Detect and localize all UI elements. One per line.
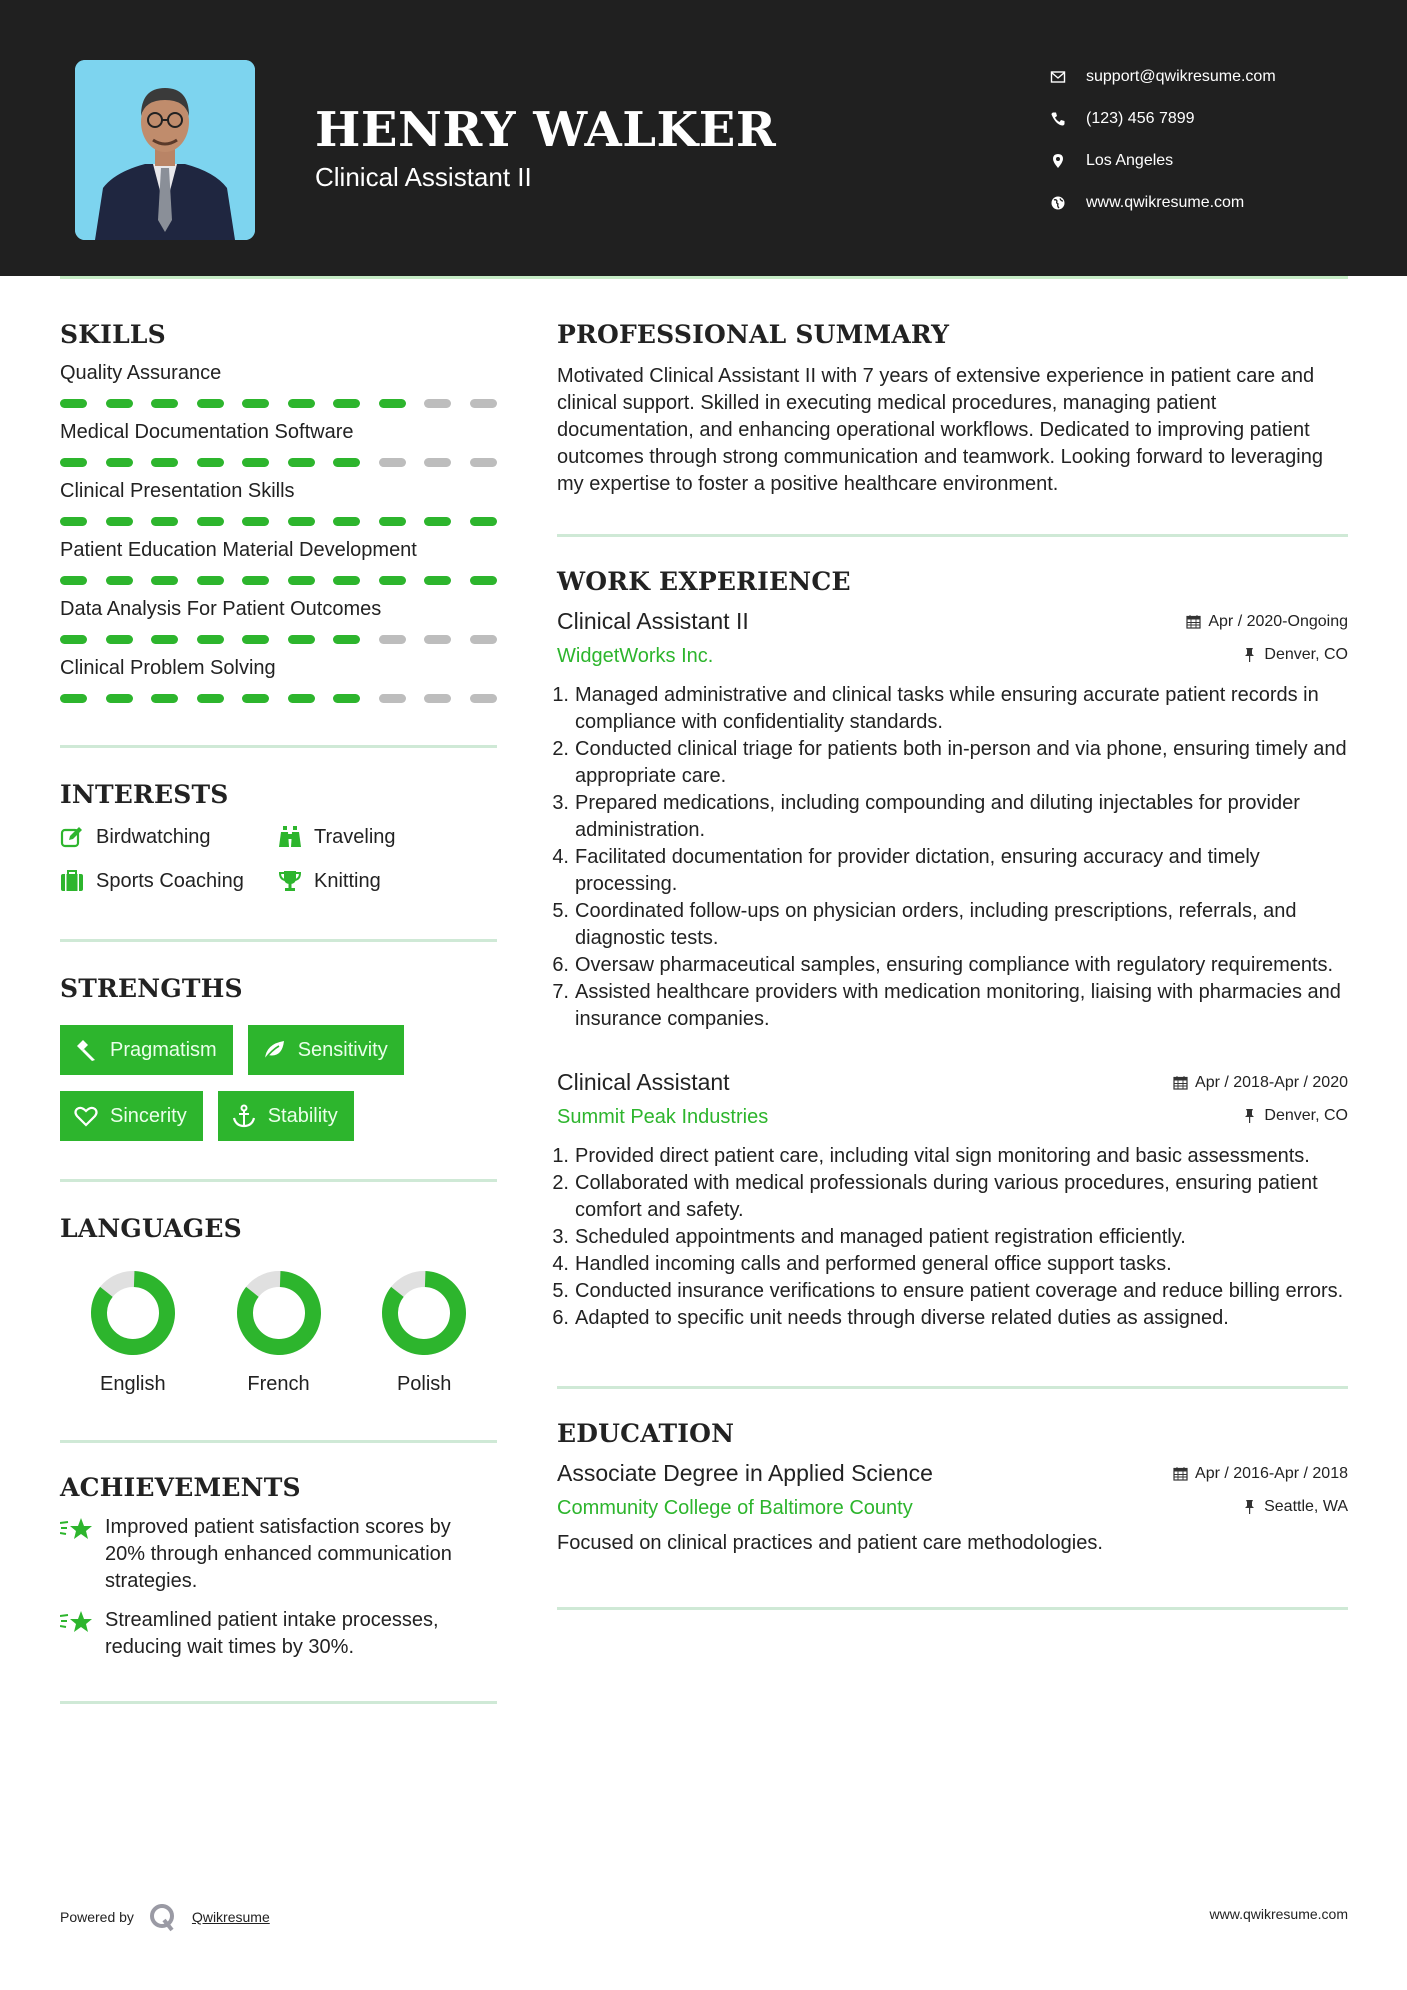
- strengths-heading: STRENGTHS: [60, 974, 243, 1003]
- skill-name: Quality Assurance: [60, 362, 222, 384]
- responsibility-item: 6. Oversaw pharmaceutical samples, ensuring compliance with regulatory requirements.: [552, 954, 1334, 976]
- skill-level-dot: [242, 694, 269, 703]
- trophy-icon: [278, 869, 314, 893]
- responsibility-item: 5. Coordinated follow-ups on physician orders, including prescriptions, referrals, and diagnostic tests.: [552, 900, 1297, 949]
- skill-level-dot: [106, 458, 133, 467]
- contact-phone-text: (123) 456 7899: [1086, 110, 1195, 127]
- skill-level-bar: [60, 635, 497, 644]
- section-divider: [60, 939, 497, 942]
- skill-level-dot: [470, 576, 497, 585]
- job-dates: Apr / 2020-Ongoing: [1186, 613, 1348, 631]
- skill-level-dot: [151, 576, 178, 585]
- skill-name: Medical Documentation Software: [60, 421, 354, 443]
- contact-list: [1050, 56, 1276, 224]
- skill-level-dot: [60, 399, 87, 408]
- skill-level-dot: [379, 635, 406, 644]
- responsibility-item: 4. Handled incoming calls and performed general office support tasks.: [552, 1253, 1172, 1275]
- skill-level-dot: [424, 576, 451, 585]
- skill-level-dot: [288, 517, 315, 526]
- skill-level-dot: [379, 576, 406, 585]
- footer-website[interactable]: www.qwikresume.com: [1209, 1906, 1348, 1922]
- contact-location: [1050, 140, 1276, 182]
- skill-level-bar: [60, 458, 497, 467]
- responsibility-item: 5. Conducted insurance verifications to ensure patient coverage and reduce billing errors.: [552, 1280, 1344, 1302]
- summary-text: Motivated Clinical Assistant II with 7 years of extensive experience in patient care and clinical support. Skilled in executing medical procedures, managing patient documentation, and enhancing operational workflows. Dedicated to improving patient outcomes through strong communication and teamwork. Looking forward to leveraging my expertise to foster a positive healthcare environment.: [557, 365, 1323, 495]
- resume-header: [0, 0, 1407, 276]
- gavel-icon: [74, 1038, 98, 1062]
- responsibility-item: 4. Facilitated documentation for provider dictation, ensuring accuracy and timely processing.: [552, 846, 1260, 895]
- skill-level-dot: [106, 399, 133, 408]
- skill-name: Clinical Presentation Skills: [60, 480, 295, 502]
- contact-phone[interactable]: [1050, 98, 1276, 140]
- section-divider: [557, 1386, 1348, 1389]
- map-marker-icon: [1050, 153, 1086, 169]
- job-item: [552, 1069, 1348, 1332]
- languages-section: [60, 1214, 497, 1396]
- header-divider: [60, 276, 1348, 279]
- qwikresume-link[interactable]: Qwikresume: [191, 1909, 270, 1925]
- language-item: [60, 1271, 206, 1396]
- section-divider: [60, 1440, 497, 1443]
- education-location: Seattle, WA: [1242, 1498, 1348, 1516]
- responsibility-item: 7. Assisted healthcare providers with medication monitoring, liaising with pharmacies and insurance companies.: [552, 981, 1341, 1030]
- pushpin-icon: [1242, 1499, 1257, 1514]
- skill-level-dot: [197, 694, 224, 703]
- skill-level-dot: [333, 399, 360, 408]
- skill-item: [60, 360, 497, 408]
- edit-icon: [60, 825, 96, 849]
- skill-level-dot: [424, 399, 451, 408]
- skill-level-dot: [197, 399, 224, 408]
- achievements-heading: ACHIEVEMENTS: [60, 1473, 301, 1502]
- language-name: English: [100, 1373, 166, 1395]
- skill-level-dot: [106, 694, 133, 703]
- job-responsibilities: [552, 1143, 1348, 1332]
- skill-level-dot: [197, 635, 224, 644]
- candidate-title: Clinical Assistant II: [315, 162, 532, 192]
- skill-level-bar: [60, 517, 497, 526]
- skill-item: [60, 655, 497, 703]
- skill-level-dot: [424, 517, 451, 526]
- interest-item: Traveling: [278, 823, 478, 851]
- phone-icon: [1050, 111, 1086, 127]
- achievements-section: [60, 1473, 497, 1661]
- responsibility-item: 1. Managed administrative and clinical tasks while ensuring accurate patient records in compliance with confidentiality standards.: [552, 684, 1319, 733]
- pushpin-icon: [1242, 1108, 1257, 1123]
- skill-level-dot: [197, 576, 224, 585]
- section-divider: [557, 1607, 1348, 1610]
- section-divider: [60, 1701, 497, 1704]
- skill-level-dot: [424, 458, 451, 467]
- skill-level-dot: [379, 694, 406, 703]
- skill-level-dot: [470, 635, 497, 644]
- anchor-icon: [232, 1104, 256, 1128]
- contact-location-text: Los Angeles: [1086, 152, 1174, 169]
- school-name: Community College of Baltimore County: [557, 1497, 913, 1519]
- skill-level-dot: [424, 694, 451, 703]
- skill-level-dot: [151, 635, 178, 644]
- education-heading: EDUCATION: [557, 1419, 735, 1448]
- job-dates: Apr / 2018-Apr / 2020: [1173, 1074, 1348, 1092]
- language-proficiency-donut: [237, 1271, 321, 1355]
- skills-heading: SKILLS: [60, 320, 166, 349]
- globe-icon: [1050, 195, 1086, 211]
- skill-level-bar: [60, 694, 497, 703]
- language-item: [351, 1271, 497, 1396]
- leaf-icon: [262, 1038, 286, 1062]
- skill-level-dot: [288, 694, 315, 703]
- right-column: [552, 320, 1348, 1610]
- skill-level-dot: [151, 399, 178, 408]
- section-divider: [557, 534, 1348, 537]
- skill-level-dot: [242, 576, 269, 585]
- skill-level-dot: [242, 517, 269, 526]
- section-divider: [60, 1179, 497, 1182]
- job-location: Denver, CO: [1242, 646, 1348, 664]
- skill-level-dot: [288, 458, 315, 467]
- strength-badge: Stability: [218, 1091, 354, 1141]
- calendar-icon: [1173, 1466, 1188, 1481]
- strengths-section: [60, 974, 497, 1141]
- binoculars-icon: [278, 825, 314, 849]
- person-portrait-icon: [75, 60, 255, 240]
- experience-heading: WORK EXPERIENCE: [557, 567, 851, 596]
- skill-level-bar: [60, 576, 497, 585]
- job-item: [552, 608, 1348, 1033]
- skill-level-dot: [288, 635, 315, 644]
- strength-badge: Pragmatism: [60, 1025, 233, 1075]
- skill-level-dot: [106, 517, 133, 526]
- section-divider: [60, 745, 497, 748]
- skill-level-dot: [333, 694, 360, 703]
- summary-section: [557, 320, 1348, 498]
- skill-level-dot: [379, 399, 406, 408]
- company-name: WidgetWorks Inc.: [557, 645, 714, 667]
- skill-level-dot: [60, 517, 87, 526]
- skill-item: [60, 419, 497, 467]
- suitcase-icon: [60, 869, 96, 893]
- skill-level-dot: [60, 576, 87, 585]
- skill-level-dot: [333, 635, 360, 644]
- heart-icon: [74, 1104, 98, 1128]
- job-title: Clinical Assistant II: [557, 608, 749, 634]
- pushpin-icon: [1242, 647, 1257, 662]
- responsibility-item: 6. Adapted to specific unit needs through diverse related duties as assigned.: [552, 1307, 1229, 1329]
- responsibility-item: 1. Provided direct patient care, including vital sign monitoring and basic assessments.: [552, 1145, 1310, 1167]
- calendar-icon: [1173, 1075, 1188, 1090]
- experience-section: [552, 567, 1348, 1332]
- interests-section: [60, 780, 497, 895]
- calendar-icon: [1186, 614, 1201, 629]
- job-responsibilities: [552, 682, 1348, 1033]
- skill-level-dot: [288, 576, 315, 585]
- skill-level-dot: [106, 576, 133, 585]
- skill-level-dot: [333, 458, 360, 467]
- responsibility-item: 3. Scheduled appointments and managed patient registration efficiently.: [552, 1226, 1186, 1248]
- contact-email-text: support@qwikresume.com: [1086, 68, 1276, 85]
- star-speed-icon: [60, 1607, 105, 1661]
- job-title: Clinical Assistant: [557, 1069, 730, 1095]
- responsibility-item: 3. Prepared medications, including compounding and diluting injectables for provider administration.: [552, 792, 1300, 841]
- skill-item: [60, 537, 497, 585]
- candidate-name: HENRY WALKER: [315, 102, 777, 158]
- profile-photo: [75, 60, 255, 240]
- strength-badge: Sensitivity: [248, 1025, 404, 1075]
- education-item: [557, 1460, 1348, 1555]
- language-proficiency-donut: [382, 1271, 466, 1355]
- contact-website-text: www.qwikresume.com: [1086, 194, 1245, 211]
- education-dates: Apr / 2016-Apr / 2018: [1173, 1465, 1348, 1483]
- language-item: [206, 1271, 352, 1396]
- skill-name: Data Analysis For Patient Outcomes: [60, 598, 382, 620]
- job-location: Denver, CO: [1242, 1107, 1348, 1125]
- responsibility-item: 2. Collaborated with medical professionals during various procedures, ensuring patient comfort and safety.: [552, 1172, 1318, 1221]
- skill-level-dot: [151, 694, 178, 703]
- interest-item: Sports Coaching: [60, 867, 278, 895]
- interest-item: Birdwatching: [60, 823, 278, 851]
- responsibility-item: 2. Conducted clinical triage for patients both in-person and via phone, ensuring timely and appropriate care.: [552, 738, 1347, 787]
- skill-level-dot: [470, 517, 497, 526]
- skill-level-dot: [106, 635, 133, 644]
- contact-website[interactable]: [1050, 182, 1276, 224]
- skill-level-dot: [60, 635, 87, 644]
- language-proficiency-donut: [91, 1271, 175, 1355]
- skill-item: [60, 478, 497, 526]
- skill-level-dot: [151, 458, 178, 467]
- achievement-item: Streamlined patient intake processes, reducing wait times by 30%.: [60, 1607, 497, 1661]
- skill-level-dot: [379, 458, 406, 467]
- skill-level-dot: [242, 399, 269, 408]
- interests-heading: INTERESTS: [60, 780, 229, 809]
- language-name: Polish: [396, 1373, 452, 1395]
- skill-name: Clinical Problem Solving: [60, 657, 276, 679]
- skill-level-dot: [60, 694, 87, 703]
- skill-level-dot: [424, 635, 451, 644]
- skills-section: [60, 320, 497, 703]
- company-name: Summit Peak Industries: [557, 1106, 769, 1128]
- skill-level-dot: [333, 517, 360, 526]
- footer-powered-by: Powered by Qwikresume: [60, 1902, 270, 1932]
- languages-heading: LANGUAGES: [60, 1214, 242, 1243]
- skill-level-dot: [60, 458, 87, 467]
- left-column: [60, 320, 497, 1704]
- skill-level-bar: [60, 399, 497, 408]
- skill-level-dot: [470, 694, 497, 703]
- skill-level-dot: [151, 517, 178, 526]
- language-name: French: [247, 1373, 310, 1395]
- education-section: [557, 1419, 1348, 1555]
- summary-heading: PROFESSIONAL SUMMARY: [557, 320, 950, 349]
- skill-level-dot: [197, 458, 224, 467]
- skill-level-dot: [242, 458, 269, 467]
- envelope-icon: [1050, 69, 1086, 85]
- skill-level-dot: [242, 635, 269, 644]
- star-speed-icon: [60, 1514, 105, 1595]
- achievement-item: Improved patient satisfaction scores by 20% through enhanced communication strategies.: [60, 1514, 497, 1595]
- contact-email[interactable]: [1050, 56, 1276, 98]
- skill-level-dot: [333, 576, 360, 585]
- strength-badge: Sincerity: [60, 1091, 203, 1141]
- interest-item: Knitting: [278, 867, 478, 895]
- degree-title: Associate Degree in Applied Science: [557, 1460, 933, 1486]
- skill-item: [60, 596, 497, 644]
- skill-level-dot: [197, 517, 224, 526]
- qwikresume-logo-icon: [148, 1902, 178, 1932]
- skill-level-dot: [379, 517, 406, 526]
- skill-name: Patient Education Material Development: [60, 539, 417, 561]
- skill-level-dot: [470, 458, 497, 467]
- skill-level-dot: [288, 399, 315, 408]
- skill-level-dot: [470, 399, 497, 408]
- education-description: Focused on clinical practices and patient care methodologies.: [557, 1532, 1103, 1554]
